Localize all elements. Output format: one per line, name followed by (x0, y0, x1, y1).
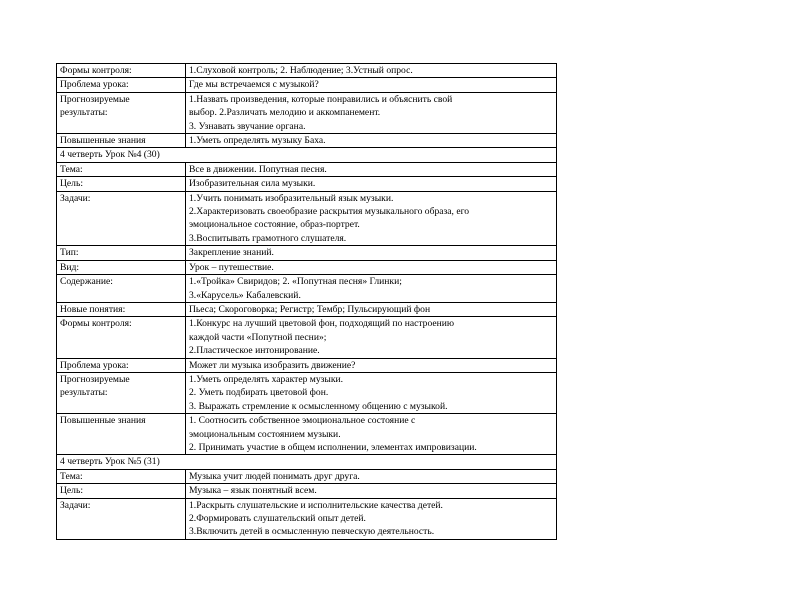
row-label-text: Задачи: (60, 192, 91, 204)
row-label-text: Формы контроля: (60, 65, 132, 76)
row-value-line: 1.Уметь определять музыку Баха. (189, 135, 326, 147)
row-value (186, 372, 557, 413)
row-value-line: Музыка – язык понятный всем. (189, 485, 317, 497)
table-row (57, 246, 557, 260)
row-value-line: 1.Раскрыть слушательские и исполнительские качества детей. (189, 499, 443, 511)
row-label (57, 260, 186, 274)
row-value (186, 260, 557, 274)
row-label-text: Повышенные знания (60, 415, 146, 427)
section-header-row (57, 455, 557, 469)
row-label (57, 64, 186, 78)
table-row (57, 191, 557, 246)
row-value-line: 3.Включить детей в осмысленную певческую деятельность. (189, 526, 435, 538)
section-header: 4 четверть Урок №5 (31) (57, 455, 557, 469)
row-value-line: выбор. 2.Различать мелодию и аккомпанемент. (189, 107, 381, 119)
row-label-line: результаты: (60, 387, 108, 399)
row-label (57, 302, 186, 316)
row-label-text: Формы контроля: (60, 318, 132, 330)
row-value-line: каждой части «Попутной песни»; (189, 331, 327, 343)
row-value (186, 177, 557, 191)
row-label-text: Новые понятия: (60, 303, 126, 315)
row-label (57, 498, 186, 539)
row-label (57, 414, 186, 455)
row-value-line: эмоциональное состояние, образ-портрет. (189, 219, 360, 231)
table-row (57, 162, 557, 176)
row-label-text: Тема: (60, 470, 83, 482)
row-value-line: Закрепление знаний. (189, 247, 274, 259)
row-value-line: 3.«Карусель» Кабалевский. (189, 289, 301, 301)
row-value (186, 134, 557, 148)
row-value-line: 2.Формировать слушательский опыт детей. (189, 513, 366, 524)
row-value-line: Пьеса; Скороговорка; Регистр; Тембр; Пульсирующий фон (189, 303, 431, 315)
table-row (57, 275, 557, 303)
row-label (57, 246, 186, 260)
row-value (186, 64, 557, 78)
row-label (57, 275, 186, 303)
row-value (186, 162, 557, 176)
row-label (57, 191, 186, 246)
row-label-text: Тема: (60, 163, 83, 175)
row-label-line: Прогнозируемые (60, 373, 130, 385)
row-value-line: 1.Назвать произведения, которые понравились и объяснить свой (189, 93, 453, 105)
table-row (57, 484, 557, 498)
row-label (57, 134, 186, 148)
row-label (57, 92, 186, 133)
row-value (186, 275, 557, 303)
table-row (57, 260, 557, 274)
row-value (186, 317, 557, 358)
row-label-text: Проблема урока: (60, 359, 129, 371)
row-label-text: Задачи: (60, 499, 91, 511)
row-label-text: Тип: (60, 247, 79, 259)
row-value (186, 484, 557, 498)
row-label-text: Проблема урока: (60, 79, 129, 91)
table-row (57, 469, 557, 483)
row-value (186, 469, 557, 483)
row-label-text: Содержание: (60, 276, 113, 288)
row-label-line: результаты: (60, 107, 108, 119)
row-value-line: 1. Соотносить собственное эмоциональное состояние с (189, 415, 416, 427)
row-value-line: Изобразительная сила музыки. (189, 178, 316, 190)
row-value (186, 246, 557, 260)
row-value-line: 2.Характеризовать своеобразие раскрытия музыкального образа, его (189, 206, 470, 218)
row-label (57, 78, 186, 92)
table-row (57, 302, 557, 316)
row-value (186, 498, 557, 539)
section-header-row (57, 148, 557, 162)
row-value-line: Музыка учит людей понимать друг друга. (189, 470, 360, 482)
row-label (57, 317, 186, 358)
row-value-line: 1.Уметь определять характер музыки. (189, 373, 344, 385)
table-row (57, 78, 557, 92)
table-row (57, 177, 557, 191)
section-header: 4 четверть Урок №4 (30) (57, 148, 557, 162)
row-label (57, 469, 186, 483)
row-value-line: Может ли музыка изобразить движение? (189, 359, 356, 371)
row-value (186, 191, 557, 246)
row-value-line: 3. Выражать стремление к осмысленному общению с музыкой. (189, 400, 448, 412)
row-value-line: Все в движении. Попутная песня. (189, 163, 327, 175)
row-value-line: Где мы встречаемся с музыкой? (189, 79, 319, 91)
row-label-text: Цель: (60, 178, 84, 190)
table-row (57, 372, 557, 413)
row-label (57, 484, 186, 498)
row-value (186, 414, 557, 455)
row-value-line: 2. Принимать участие в общем исполнении, элементах импровизации. (189, 441, 477, 453)
row-label-text: Повышенные знания (60, 135, 146, 147)
row-value-line: 2. Уметь подбирать цветовой фон. (189, 387, 329, 399)
table-row (57, 414, 557, 455)
row-label (57, 162, 186, 176)
table-row (57, 134, 557, 148)
row-label (57, 177, 186, 191)
row-value-line: 1.Конкурс на лучший цветовой фон, подходящий по настроению (189, 318, 455, 330)
table-row (57, 358, 557, 372)
row-value (186, 302, 557, 316)
table-row (57, 317, 557, 358)
row-value (186, 78, 557, 92)
lesson-plan-table (56, 63, 557, 540)
row-value-line: 1.Слуховой контроль; 2. Наблюдение; 3.Устный опрос. (189, 65, 413, 76)
row-value-line: 3. Узнавать звучание органа. (189, 120, 306, 132)
row-label (57, 372, 186, 413)
row-value-line: 1.«Тройка» Свиридов; 2. «Попутная песня» Глинки; (189, 276, 402, 288)
row-label-line: Прогнозируемые (60, 93, 130, 105)
table-row (57, 92, 557, 133)
table-row (57, 498, 557, 539)
row-value-line: эмоциональным состоянием музыки. (189, 428, 341, 440)
row-value (186, 358, 557, 372)
row-label (57, 358, 186, 372)
table-row (57, 64, 557, 78)
row-value-line: 3.Воспитывать грамотного слушателя. (189, 232, 347, 244)
row-value-line: 1.Учить понимать изобразительный язык музыки. (189, 192, 394, 204)
row-label-text: Вид: (60, 261, 80, 273)
row-value (186, 92, 557, 133)
row-value-line: 2.Пластическое интонирование. (189, 345, 320, 357)
row-value-line: Урок – путешествие. (189, 261, 274, 273)
row-label-text: Цель: (60, 485, 84, 497)
